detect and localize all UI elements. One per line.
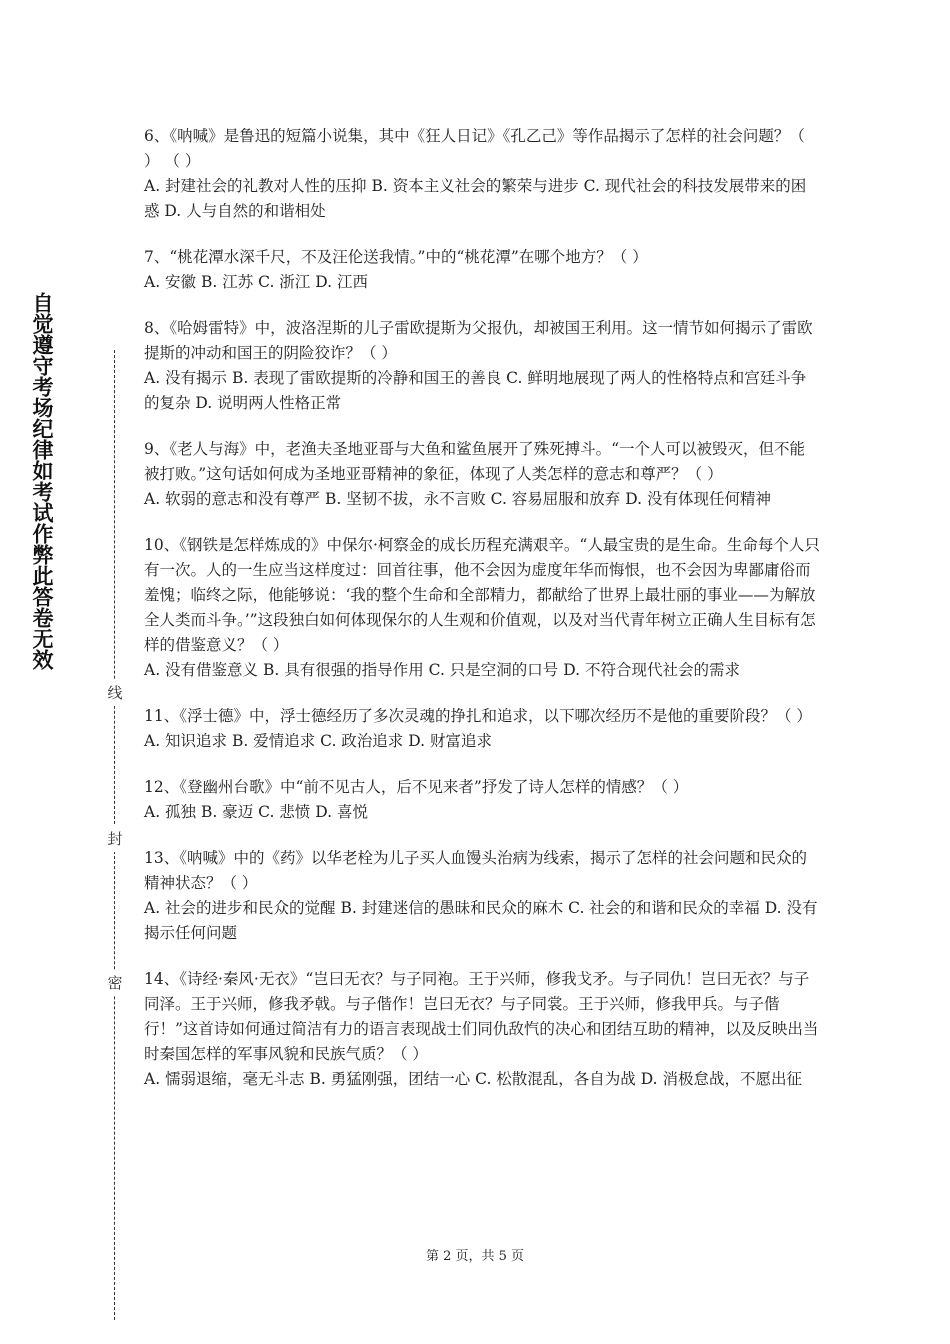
- question-options: A. 孤独 B. 豪迈 C. 悲愤 D. 喜悦: [144, 803, 368, 821]
- question-stem: 7、“桃花潭水深千尺，不及汪伦送我情。”中的“桃花潭”在哪个地方？（ ）: [144, 248, 648, 266]
- question-stem: 12、《登幽州台歌》中“前不见古人，后不见来者”抒发了诗人怎样的情感？（ ）: [144, 778, 689, 796]
- question-options: A. 社会的进步和民众的觉醒 B. 封建迷信的愚昧和民众的麻木 C. 社会的和谐和民众的幸福 D. 没有揭示任何问题: [144, 899, 818, 942]
- question-7: [144, 245, 820, 295]
- question-stem: 11、《浮士德》中，浮士德经历了多次灵魂的挣扎和追求，以下哪次经历不是他的重要阶段？（ ）: [144, 707, 812, 725]
- question-9: [144, 437, 820, 512]
- question-14: [144, 967, 820, 1092]
- question-options: A. 没有借鉴意义 B. 具有很强的指导作用 C. 只是空洞的口号 D. 不符合现代社会的需求: [144, 661, 740, 679]
- question-list: [144, 124, 820, 1113]
- question-options: A. 没有揭示 B. 表现了雷欧提斯的冷静和国王的善良 C. 鲜明地展现了两人的性格特点和宫廷斗争的复杂 D. 说明两人性格正常: [144, 369, 807, 412]
- question-12: [144, 775, 820, 825]
- question-stem: 13、《呐喊》中的《药》以华老栓为儿子买人血馒头治病为线索，揭示了怎样的社会问题和民众的精神状态？（ ）: [144, 849, 807, 892]
- question-options: A. 软弱的意志和没有尊严 B. 坚韧不拔，永不言败 C. 容易屈服和放弃 D. 没有体现任何精神: [144, 490, 771, 508]
- question-11: [144, 704, 820, 754]
- page-number-footer: 第 2 页，共 5 页: [425, 1249, 525, 1264]
- binding-label-seal: 封: [106, 826, 124, 852]
- question-stem: 14、《诗经·秦风·无衣》“岂曰无衣？与子同袍。王于兴师，修我戈矛。与子同仇！岂曰无衣？与子同泽。王于兴师，修我矛戟。与子偕作！岂曰无衣？与子同裳。王于兴师，修我甲兵。与子偕行！”这首诗如何通过简洁有力的语言表现战士们同仇敌忾的决心和团结互助的精神，以及反映出当时秦国怎样的军事风貌和民族气质？（ ）: [144, 970, 819, 1063]
- question-options: A. 安徽 B. 江苏 C. 浙江 D. 江西: [144, 273, 368, 291]
- binding-label-close: 密: [106, 970, 124, 996]
- question-options: A. 知识追求 B. 爱情追求 C. 政治追求 D. 财富追求: [144, 732, 492, 750]
- question-options: A. 封建社会的礼教对人性的压抑 B. 资本主义社会的繁荣与进步 C. 现代社会的科技发展带来的困惑 D. 人与自然的和谐相处: [144, 177, 807, 220]
- question-6: [144, 124, 820, 224]
- question-stem: 6、《呐喊》是鲁迅的短篇小说集，其中《狂人日记》《孔乙己》等作品揭示了怎样的社会问题？（ ） （ ）: [144, 127, 805, 170]
- question-10: [144, 533, 820, 683]
- question-stem: 10、《钢铁是怎样炼成的》中保尔·柯察金的成长历程充满艰辛。“人最宝贵的是生命。生命每个人只有一次。人的一生应当这样度过：回首往事，他不会因为虚度年华而悔恨，也不会因为卑鄙庸俗而羞愧；临终之际，他能够说：‘我的整个生命和全部精力，都献给了世界上最壮丽的事业——为解放全人类而斗争。’”这段独白如何体现保尔的人生观和价值观，以及对当代青年树立正确人生目标有怎样的借鉴意义？（ ）: [144, 536, 820, 654]
- question-8: [144, 316, 820, 416]
- question-13: [144, 846, 820, 946]
- exam-discipline-notice: 自觉遵守考场纪律如考试作弊此答卷无效: [30, 292, 54, 670]
- question-stem: 9、《老人与海》中，老渔夫圣地亚哥与大鱼和鲨鱼展开了殊死搏斗。“一个人可以被毁灭，但不能被打败。”这句话如何成为圣地亚哥精神的象征，体现了人类怎样的意志和尊严？（ ）: [144, 440, 806, 483]
- question-stem: 8、《哈姆雷特》中，波洛涅斯的儿子雷欧提斯为父报仇，却被国王利用。这一情节如何揭示了雷欧提斯的冲动和国王的阴险狡诈？（ ）: [144, 319, 813, 362]
- question-options: A. 懦弱退缩，毫无斗志 B. 勇猛刚强，团结一心 C. 松散混乱，各自为战 D. 消极怠战，不愿出征: [144, 1070, 802, 1088]
- binding-label-line: 线: [106, 680, 124, 706]
